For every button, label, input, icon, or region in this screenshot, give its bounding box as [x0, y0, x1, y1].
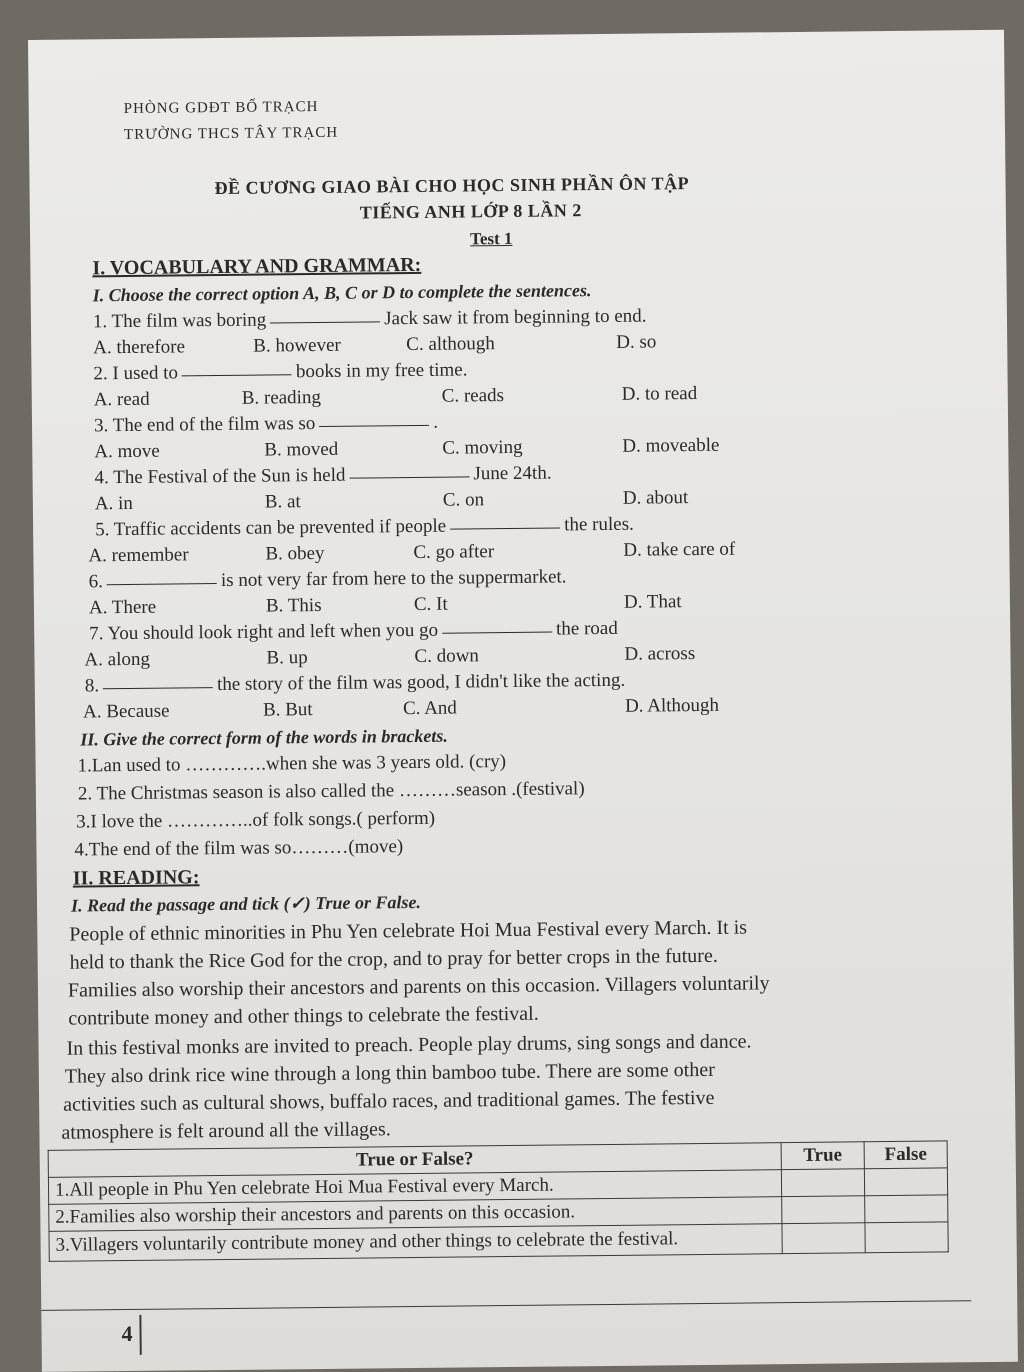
q2-option-a: A. read [93, 388, 150, 411]
q6-option-a: A. There [88, 596, 157, 619]
q1-option-c: C. although [406, 333, 495, 356]
page-number-divider [139, 1315, 141, 1355]
question-7-stem-end: the road [555, 617, 618, 640]
part2-instruction: II. Give the correct form of the words in brackets. [80, 725, 448, 750]
question-5-stem: 5. Traffic accidents can be prevented if people [95, 515, 447, 541]
question-2-stem: 2. I used to [93, 362, 179, 385]
passage-line: contribute money and other things to celebrate the festival. [68, 1002, 539, 1030]
q1-option-b: B. however [253, 334, 341, 357]
true-cell-1[interactable] [781, 1169, 864, 1197]
q4-option-c: C. on [442, 489, 485, 511]
q8-option-c: C. And [402, 697, 457, 720]
question-2-stem-end: books in my free time. [295, 359, 468, 383]
section-vocabulary-heading: I. VOCABULARY AND GRAMMAR: [92, 253, 422, 280]
q5-option-d: D. take care of [623, 538, 736, 561]
question-8-stem-end: the story of the film was good, I didn't like the acting. [216, 669, 626, 696]
header-statement: True or False? [48, 1143, 781, 1178]
question-7 [89, 618, 618, 646]
question-5 [95, 514, 634, 542]
page-number: 4 [121, 1320, 133, 1347]
q7-option-b: B. up [266, 647, 308, 669]
word-form-3: 3.I love the …………..of folk songs.( perform) [76, 807, 436, 833]
q2-option-c: C. reads [441, 385, 505, 407]
q8-option-d: D. Although [624, 694, 720, 717]
question-3 [94, 412, 438, 438]
title-line-1: ĐỀ CƯƠNG GIAO BÀI CHO HỌC SINH PHẦN ÔN TẬP [214, 173, 690, 199]
question-2 [93, 359, 467, 385]
title-line-2: TIẾNG ANH LỚP 8 LẦN 2 [359, 200, 582, 223]
q6-option-d: D. That [623, 591, 682, 613]
q3-option-d: D. moveable [622, 434, 720, 457]
worksheet-paper [28, 30, 1018, 1372]
statement-2: 2.Families also worship their ancestors and parents on this occasion. [49, 1197, 782, 1232]
q3-option-b: B. moved [264, 438, 339, 461]
question-5-stem-end: the rules. [564, 513, 634, 536]
question-7-stem: 7. You should look right and left when you go [89, 619, 439, 645]
false-cell-3[interactable] [865, 1222, 948, 1253]
q6-option-c: C. It [413, 593, 448, 615]
header-false: False [864, 1141, 947, 1169]
passage-line: atmosphere is felt around all the villages. [61, 1118, 391, 1144]
question-6 [89, 566, 567, 593]
word-form-1: 1.Lan used to ………….when she was 3 years old. (cry) [77, 751, 507, 777]
q7-option-d: D. across [624, 643, 696, 665]
q5-option-a: A. remember [88, 544, 189, 567]
q2-option-d: D. to read [621, 383, 698, 405]
passage-line: In this festival monks are invited to preach. People play drums, sing songs and dance. [66, 1030, 752, 1060]
question-6-stem-end: is not very far from here to the suppermarket. [220, 566, 567, 592]
question-8 [85, 670, 626, 698]
q2-option-b: B. reading [241, 386, 322, 409]
true-cell-2[interactable] [782, 1196, 865, 1224]
word-form-4: 4.The end of the film was so………(move) [74, 836, 404, 861]
true-cell-3[interactable] [782, 1223, 865, 1254]
passage-line: People of ethnic minorities in Phu Yen celebrate Hoi Mua Festival every March. It is [69, 916, 748, 946]
question-4-stem-end: June 24th. [473, 462, 552, 485]
question-8-stem: 8. [84, 675, 100, 697]
test-label: Test 1 [470, 228, 513, 249]
statement-1: 1.All people in Phu Yen celebrate Hoi Mua Festival every March. [48, 1170, 781, 1205]
part1-instruction: I. Choose the correct option A, B, C or D to complete the sentences. [92, 280, 592, 306]
q1-option-d: D. so [616, 331, 657, 353]
q8-option-b: B. But [262, 699, 313, 721]
q7-option-c: C. down [414, 645, 479, 667]
question-3-stem: 3. The end of the film was so [93, 413, 316, 437]
question-4-stem: 4. The Festival of the Sun is held [94, 464, 346, 489]
q8-option-a: A. Because [82, 700, 170, 723]
true-false-table [48, 1140, 949, 1261]
reading-instruction: I. Read the passage and tick (✓) True or False. [70, 891, 422, 916]
header-true: True [781, 1142, 864, 1170]
q1-option-a: A. therefore [93, 336, 186, 359]
word-form-2: 2. The Christmas season is also called the ………season .(festival) [77, 778, 585, 805]
school-name: TRƯỜNG THCS TÂY TRẠCH [123, 124, 339, 143]
footer-divider [41, 1300, 971, 1311]
question-1-stem: 1. The film was boring [92, 309, 267, 333]
q7-option-a: A. along [84, 648, 151, 671]
q5-option-c: C. go after [413, 541, 495, 563]
question-4 [94, 463, 551, 490]
q5-option-b: B. obey [265, 542, 325, 565]
false-cell-1[interactable] [864, 1168, 947, 1196]
question-1 [93, 306, 647, 334]
question-6-stem: 6. [88, 571, 104, 593]
q3-option-c: C. moving [442, 436, 523, 459]
q4-option-d: D. about [622, 487, 689, 509]
office-name: PHÒNG GDĐT BỐ TRẠCH [123, 98, 319, 118]
q6-option-b: B. This [265, 594, 322, 617]
q4-option-a: A. in [94, 492, 133, 515]
false-cell-2[interactable] [865, 1195, 948, 1223]
passage-line: They also drink rice wine through a long thin bamboo tube. There are some other [64, 1058, 715, 1088]
question-3-stem-end: . [433, 411, 439, 433]
passage-line: Families also worship their ancestors and parents on this occasion. Villagers voluntarily [67, 972, 770, 1002]
q3-option-a: A. move [94, 440, 160, 463]
statement-3: 3.Villagers voluntarily contribute money and other things to celebrate the festival. [49, 1224, 782, 1261]
passage-line: held to thank the Rice God for the crop, and to pray for better crops in the future. [69, 944, 718, 974]
question-1-stem-end: Jack saw it from beginning to end. [384, 305, 647, 330]
section-reading-heading: II. READING: [72, 866, 200, 890]
q4-option-b: B. at [264, 491, 301, 513]
passage-line: activities such as cultural shows, buffalo races, and traditional games. The festive [63, 1086, 715, 1116]
